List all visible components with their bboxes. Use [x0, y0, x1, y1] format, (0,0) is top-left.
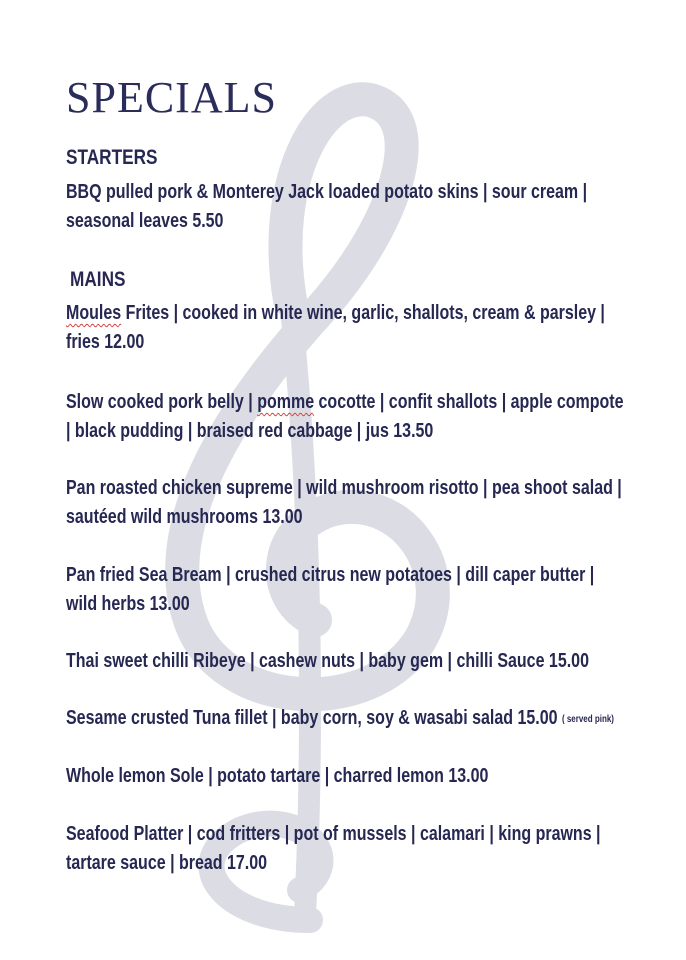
menu-item: Slow cooked pork belly | pomme cocotte | confit shallots | apple compote | black pudding | braised red cabbage | jus 13.50: [66, 391, 624, 442]
menu-item: Pan roasted chicken supreme | wild mushroom risotto | pea shoot salad | sautéed wild mushrooms 13.00: [66, 477, 622, 528]
spellcheck-word: Moules: [66, 302, 122, 324]
mains-heading: MAINS: [70, 268, 126, 291]
page-title: SPECIALS: [66, 73, 277, 122]
menu-item: BBQ pulled pork & Monterey Jack loaded potato skins | sour cream | seasonal leaves 5.50: [66, 181, 588, 232]
starters-heading: STARTERS: [66, 146, 158, 169]
menu-item: Moules Frites | cooked in white wine, garlic, shallots, cream & parsley | fries 12.00: [66, 302, 605, 353]
menu-item: Seafood Platter | cod fritters | pot of mussels | calamari | king prawns | tartare sauce | bread 17.00: [66, 823, 601, 874]
menu-item: Whole lemon Sole | potato tartare | charred lemon 13.00: [66, 765, 489, 787]
menu-item: Sesame crusted Tuna fillet | baby corn, soy & wasabi salad 15.00 ( served pink): [66, 707, 614, 729]
spellcheck-word: pomme: [257, 391, 315, 413]
menu-item: Thai sweet chilli Ribeye | cashew nuts | baby gem | chilli Sauce 15.00: [66, 650, 589, 672]
served-note: ( served pink): [561, 714, 614, 725]
menu-item: Pan fried Sea Bream | crushed citrus new potatoes | dill caper butter | wild herbs 13.00: [66, 564, 595, 615]
